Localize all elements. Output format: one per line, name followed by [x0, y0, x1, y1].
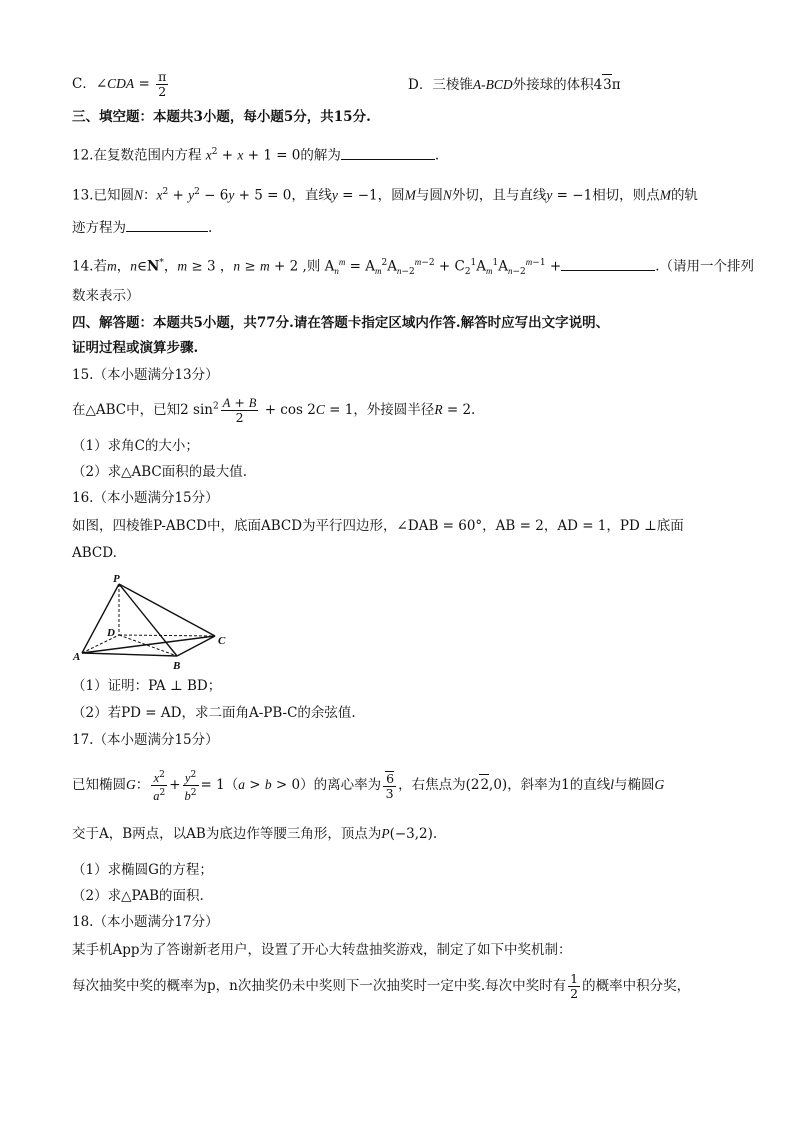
question-17-body: 已知椭圆G： $\frac{x^2}{a^2}$ + $\frac{y^2}{b^2}$ = 1（a > b > 0）的离心率为 $\frac{6}{3}$ ，右焦点为(22,0)，斜率为1的直线l与椭圆G	[72, 770, 665, 804]
option-c-label: C．	[72, 76, 96, 92]
edge-dc	[119, 635, 215, 636]
question-13-cont: 迹方程为 .	[72, 217, 212, 238]
question-16-head: 16.（本小题满分15分）	[72, 490, 219, 506]
answer-blank-14	[561, 256, 655, 271]
pyramid-figure	[72, 574, 232, 674]
question-13: 13.已知圆N：$x^2 + y^2 - 6y + 5 = 0$，直线y = −1，圆M与圆N外切，且与直线y = −1相切，则点M的轨	[72, 187, 698, 204]
answer-blank-12	[341, 145, 435, 160]
question-15-body: 在△ABC中，已知2 $\sin^2$ $\frac{A + B}{2}$ + cos 2C = 1，外接圆半径R = 2.	[72, 395, 476, 425]
question-17-part-1: （1）求椭圆G的方程；	[72, 862, 213, 878]
question-17-head: 17.（本小题满分15分）	[72, 732, 219, 748]
edge-ab	[82, 653, 177, 656]
question-14: 14.若m，n∈N*，m ≥ 3 ，n ≥ m + 2 ,则 $A_n^m = A_m^2A_{n-2}^{m-2} + C_2^1A_m^1A_{n-2}^{m-1}$ + .（请用一个排列	[72, 257, 754, 278]
question-16-part-1: （1）证明：PA ⊥ BD；	[72, 678, 222, 694]
option-d: D．三棱锥A-BCD外接球的体积43π	[408, 74, 621, 95]
section-4-heading-cont: 证明过程或演算步骤.	[72, 340, 199, 356]
question-15-part-2: （2）求△ABC面积的最大值.	[72, 464, 248, 480]
vertex-label-p: P	[113, 574, 120, 585]
edge-pa	[82, 584, 119, 653]
section-3-heading: 三、填空题：本题共3小题，每小题5分，共15分.	[72, 109, 371, 125]
option-c: C．∠CDA = $\frac{\pi}{2}$	[72, 69, 167, 99]
vertex-label-b: B	[173, 660, 181, 672]
question-17-part-2: （2）求△PAB的面积.	[72, 888, 204, 904]
question-18-body-cont: 每次抽奖中奖的概率为p，n次抽奖仍未中奖则下一次抽奖时一定中奖.每次中奖时有 $\frac{1}{2}$ 的概率中积分奖，	[72, 971, 691, 1001]
question-14-cont: 数来表示）	[72, 288, 140, 304]
answer-blank-13	[126, 217, 208, 232]
question-18-head: 18.（本小题满分17分）	[72, 914, 219, 930]
question-15-part-1: （1）求角C的大小；	[72, 438, 199, 454]
question-17-body-cont: 交于A，B两点，以AB为底边作等腰三角形，顶点为P(−3,2).	[72, 826, 438, 842]
question-16-body-cont: ABCD.	[72, 545, 117, 561]
edge-pc	[119, 584, 215, 636]
section-4-heading: 四、解答题：本题共5小题，共77分.请在答题卡指定区域内作答.解答时应写出文字说明、	[72, 315, 610, 331]
edge-ac	[82, 636, 215, 653]
question-16-part-2: （2）若PD = AD，求二面角A-PB-C的余弦值.	[72, 705, 356, 721]
question-12: 12.在复数范围内方程 $x^2 + x + 1 = 0$的解为 .	[72, 142, 439, 166]
vertex-label-a: A	[73, 651, 81, 663]
option-c-fraction: $\frac{\pi}{2}$	[158, 69, 167, 99]
vertex-label-c: C	[218, 635, 226, 647]
vertex-label-d: D	[107, 627, 115, 639]
question-18-body: 某手机App为了答谢新老用户，设置了开心大转盘抽奖游戏，制定了如下中奖机制：	[72, 942, 572, 958]
question-15-head: 15.（本小题满分13分）	[72, 367, 219, 383]
question-16-body: 如图，四棱锥P-ABCD中，底面ABCD为平行四边形，∠DAB = 60°，AB = 2，AD = 1，PD ⊥底面	[72, 518, 684, 534]
